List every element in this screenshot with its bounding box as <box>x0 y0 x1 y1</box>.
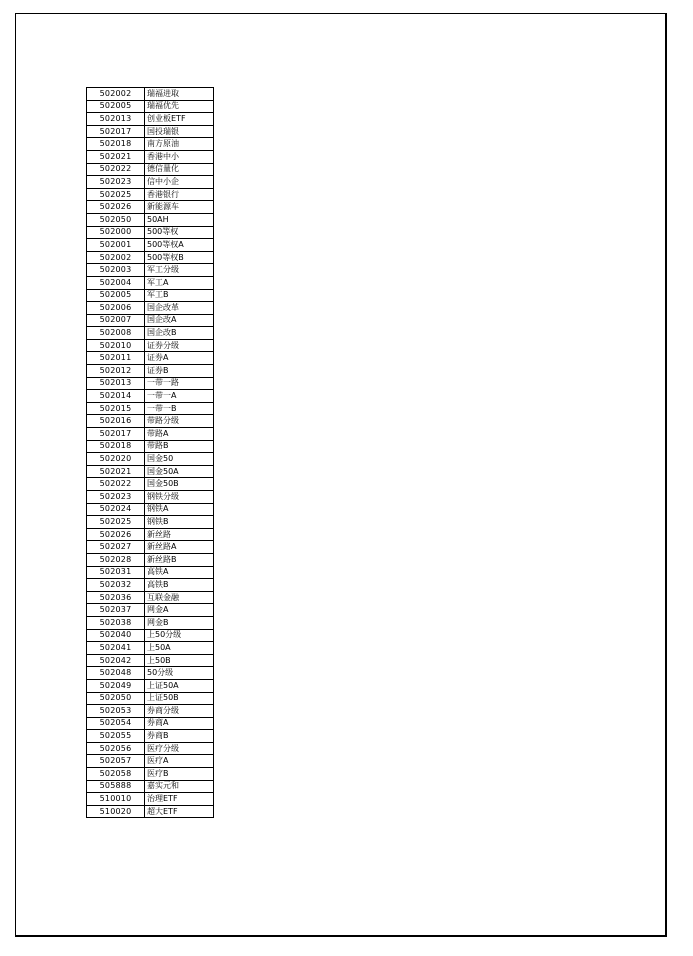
fund-code-cell: 502041 <box>87 642 145 655</box>
fund-name-cell: 互联金融 <box>145 591 214 604</box>
fund-code-cell: 502018 <box>87 440 145 453</box>
fund-code-cell: 502002 <box>87 88 145 101</box>
table-row <box>87 100 214 113</box>
fund-code-cell: 502016 <box>87 415 145 428</box>
fund-name-cell: 治理ETF <box>145 793 214 806</box>
fund-name-cell: 香港中小 <box>145 150 214 163</box>
fund-name-cell: 一带一B <box>145 402 214 415</box>
table-row <box>87 239 214 252</box>
fund-code-cell: 502003 <box>87 264 145 277</box>
table-row <box>87 654 214 667</box>
table-row <box>87 453 214 466</box>
printed-page <box>15 13 667 937</box>
fund-name-cell: 军工A <box>145 276 214 289</box>
fund-name-cell: 带路A <box>145 428 214 441</box>
fund-name-cell: 国金50B <box>145 478 214 491</box>
fund-name-cell: 瑞福优先 <box>145 100 214 113</box>
table-row <box>87 642 214 655</box>
table-row <box>87 692 214 705</box>
table-row <box>87 88 214 101</box>
table-row <box>87 440 214 453</box>
table-row <box>87 365 214 378</box>
table-row <box>87 717 214 730</box>
fund-code-cell: 505888 <box>87 780 145 793</box>
fund-code-cell: 502002 <box>87 251 145 264</box>
table-row <box>87 163 214 176</box>
table-row <box>87 327 214 340</box>
fund-code-cell: 502018 <box>87 138 145 151</box>
fund-name-cell: 带路分级 <box>145 415 214 428</box>
fund-code-cell: 502042 <box>87 654 145 667</box>
fund-code-cell: 502004 <box>87 276 145 289</box>
fund-list-table <box>86 87 214 818</box>
fund-code-cell: 502013 <box>87 377 145 390</box>
fund-code-cell: 502025 <box>87 188 145 201</box>
fund-name-cell: 带路B <box>145 440 214 453</box>
fund-name-cell: 超大ETF <box>145 805 214 818</box>
fund-code-cell: 502000 <box>87 226 145 239</box>
fund-code-cell: 502022 <box>87 163 145 176</box>
table-row <box>87 428 214 441</box>
fund-name-cell: 医疗A <box>145 755 214 768</box>
fund-code-cell: 502015 <box>87 402 145 415</box>
fund-name-cell: 50分级 <box>145 667 214 680</box>
fund-name-cell: 钢铁分级 <box>145 491 214 504</box>
fund-name-cell: 证券A <box>145 352 214 365</box>
fund-name-cell: 国投瑞银 <box>145 125 214 138</box>
table-row <box>87 465 214 478</box>
fund-name-cell: 上50A <box>145 642 214 655</box>
table-row <box>87 768 214 781</box>
table-row <box>87 402 214 415</box>
fund-code-cell: 502027 <box>87 541 145 554</box>
fund-code-cell: 502014 <box>87 390 145 403</box>
fund-name-cell: 50AH <box>145 213 214 226</box>
fund-code-cell: 502031 <box>87 566 145 579</box>
table-row <box>87 390 214 403</box>
fund-code-cell: 502026 <box>87 528 145 541</box>
table-row <box>87 793 214 806</box>
fund-code-cell: 502001 <box>87 239 145 252</box>
fund-name-cell: 嘉实元和 <box>145 780 214 793</box>
table-row <box>87 302 214 315</box>
fund-code-cell: 502054 <box>87 717 145 730</box>
fund-name-cell: 高铁A <box>145 566 214 579</box>
fund-code-cell: 502025 <box>87 516 145 529</box>
fund-name-cell: 钢铁A <box>145 503 214 516</box>
fund-name-cell: 钢铁B <box>145 516 214 529</box>
fund-code-cell: 502020 <box>87 453 145 466</box>
fund-code-cell: 502024 <box>87 503 145 516</box>
fund-name-cell: 军工分级 <box>145 264 214 277</box>
table-row <box>87 616 214 629</box>
table-row <box>87 755 214 768</box>
fund-name-cell: 上50B <box>145 654 214 667</box>
fund-name-cell: 香港银行 <box>145 188 214 201</box>
fund-code-cell: 502050 <box>87 213 145 226</box>
fund-name-cell: 医疗B <box>145 768 214 781</box>
fund-name-cell: 新丝路B <box>145 553 214 566</box>
fund-code-cell: 502023 <box>87 491 145 504</box>
fund-code-cell: 502048 <box>87 667 145 680</box>
table-row <box>87 516 214 529</box>
fund-name-cell: 网金B <box>145 616 214 629</box>
table-row <box>87 289 214 302</box>
fund-code-cell: 502058 <box>87 768 145 781</box>
fund-code-cell: 502010 <box>87 339 145 352</box>
fund-code-cell: 502049 <box>87 679 145 692</box>
fund-code-cell: 510010 <box>87 793 145 806</box>
fund-code-cell: 502007 <box>87 314 145 327</box>
table-row <box>87 339 214 352</box>
table-row <box>87 264 214 277</box>
table-row <box>87 276 214 289</box>
fund-name-cell: 国企改革 <box>145 302 214 315</box>
fund-name-cell: 上证50A <box>145 679 214 692</box>
fund-name-cell: 上证50B <box>145 692 214 705</box>
table-row <box>87 541 214 554</box>
fund-name-cell: 券商分级 <box>145 705 214 718</box>
fund-code-cell: 502011 <box>87 352 145 365</box>
fund-code-cell: 502055 <box>87 730 145 743</box>
table-row <box>87 478 214 491</box>
fund-name-cell: 500等权B <box>145 251 214 264</box>
fund-code-cell: 502005 <box>87 100 145 113</box>
fund-name-cell: 信中小企 <box>145 176 214 189</box>
fund-name-cell: 500等权 <box>145 226 214 239</box>
fund-name-cell: 南方原油 <box>145 138 214 151</box>
table-row <box>87 528 214 541</box>
table-row <box>87 415 214 428</box>
fund-name-cell: 一带一A <box>145 390 214 403</box>
table-row <box>87 667 214 680</box>
table-row <box>87 579 214 592</box>
fund-code-cell: 502032 <box>87 579 145 592</box>
table-row <box>87 780 214 793</box>
fund-name-cell: 国金50A <box>145 465 214 478</box>
table-row <box>87 503 214 516</box>
fund-code-cell: 502036 <box>87 591 145 604</box>
table-row <box>87 188 214 201</box>
fund-name-cell: 券商A <box>145 717 214 730</box>
fund-name-cell: 500等权A <box>145 239 214 252</box>
table-row <box>87 591 214 604</box>
fund-name-cell: 上50分级 <box>145 629 214 642</box>
fund-list-body <box>87 88 214 818</box>
fund-name-cell: 国企改A <box>145 314 214 327</box>
fund-code-cell: 502021 <box>87 150 145 163</box>
fund-code-cell: 502057 <box>87 755 145 768</box>
fund-code-cell: 502037 <box>87 604 145 617</box>
table-row <box>87 377 214 390</box>
fund-name-cell: 网金A <box>145 604 214 617</box>
fund-code-cell: 502006 <box>87 302 145 315</box>
table-row <box>87 150 214 163</box>
fund-code-cell: 502040 <box>87 629 145 642</box>
fund-name-cell: 国金50 <box>145 453 214 466</box>
fund-name-cell: 医疗分级 <box>145 742 214 755</box>
fund-code-cell: 502005 <box>87 289 145 302</box>
fund-code-cell: 502038 <box>87 616 145 629</box>
table-row <box>87 176 214 189</box>
table-row <box>87 629 214 642</box>
table-row <box>87 742 214 755</box>
fund-code-cell: 502022 <box>87 478 145 491</box>
table-row <box>87 251 214 264</box>
fund-code-cell: 502021 <box>87 465 145 478</box>
table-row <box>87 201 214 214</box>
table-row <box>87 679 214 692</box>
fund-name-cell: 新能源车 <box>145 201 214 214</box>
table-row <box>87 226 214 239</box>
fund-name-cell: 高铁B <box>145 579 214 592</box>
fund-code-cell: 502017 <box>87 428 145 441</box>
fund-name-cell: 国企改B <box>145 327 214 340</box>
table-row <box>87 730 214 743</box>
table-row <box>87 352 214 365</box>
table-row <box>87 553 214 566</box>
fund-name-cell: 德信量化 <box>145 163 214 176</box>
fund-code-cell: 502012 <box>87 365 145 378</box>
fund-code-cell: 502023 <box>87 176 145 189</box>
fund-name-cell: 瑞福进取 <box>147 88 179 98</box>
fund-name-cell: 券商B <box>145 730 214 743</box>
table-row <box>87 213 214 226</box>
table-row <box>87 805 214 818</box>
table-row <box>87 113 214 126</box>
fund-code-cell: 502017 <box>87 125 145 138</box>
fund-name-cell: 新丝路A <box>145 541 214 554</box>
fund-name-cell: 创业板ETF <box>145 113 214 126</box>
table-row <box>87 491 214 504</box>
fund-code-cell: 502026 <box>87 201 145 214</box>
fund-code-cell: 502013 <box>87 113 145 126</box>
fund-code-cell: 510020 <box>87 805 145 818</box>
fund-name-cell: 新丝路 <box>145 528 214 541</box>
table-row <box>87 314 214 327</box>
fund-name-cell: 证券分级 <box>145 339 214 352</box>
table-row <box>87 125 214 138</box>
fund-code-cell: 502053 <box>87 705 145 718</box>
fund-code-cell: 502050 <box>87 692 145 705</box>
table-row <box>87 705 214 718</box>
fund-code-cell: 502028 <box>87 553 145 566</box>
fund-code-cell: 502056 <box>87 742 145 755</box>
fund-name-cell: 一带一路 <box>145 377 214 390</box>
fund-code-cell: 502008 <box>87 327 145 340</box>
table-row <box>87 604 214 617</box>
table-row <box>87 138 214 151</box>
fund-name-cell: 军工B <box>145 289 214 302</box>
fund-name-cell: 证券B <box>145 365 214 378</box>
table-row <box>87 566 214 579</box>
